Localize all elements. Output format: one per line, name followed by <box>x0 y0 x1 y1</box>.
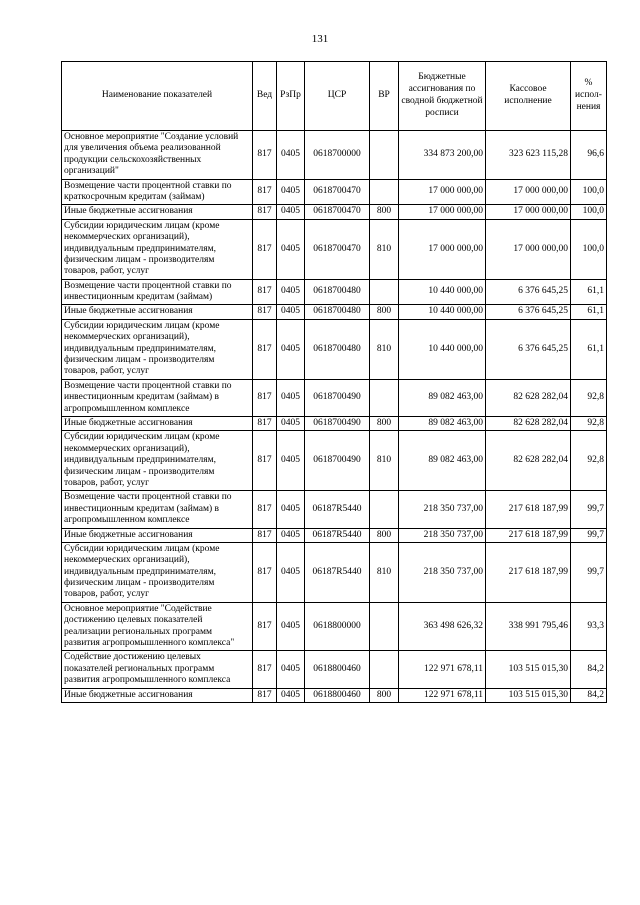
table-row <box>62 688 607 702</box>
pct-cell: 93,3 <box>571 602 607 651</box>
budget-cell: 218 350 737,00 <box>399 491 486 528</box>
budget-cell: 17 000 000,00 <box>399 219 486 279</box>
cash-cell: 17 000 000,00 <box>486 219 571 279</box>
csr-cell: 0618700490 <box>305 431 370 491</box>
row-name-cell: Субсидии юридическим лицам (кроме некоммерческих организаций), индивидуальным предпринимателям, физическим лицам - производителям товаров, работ, услуг <box>62 319 253 379</box>
vr-cell: 810 <box>370 542 399 602</box>
cash-cell: 323 623 115,28 <box>486 131 571 180</box>
rzpr-cell: 0405 <box>277 305 305 319</box>
rzpr-cell: 0405 <box>277 688 305 702</box>
header-vr: ВР <box>370 62 399 131</box>
vr-cell: 800 <box>370 305 399 319</box>
budget-cell: 122 971 678,11 <box>399 688 486 702</box>
table-row <box>62 542 607 602</box>
vr-cell <box>370 602 399 651</box>
csr-cell: 06187R5440 <box>305 542 370 602</box>
vr-cell <box>370 379 399 416</box>
csr-cell: 0618800460 <box>305 688 370 702</box>
csr-cell: 06187R5440 <box>305 491 370 528</box>
csr-cell: 0618700490 <box>305 416 370 430</box>
header-rzpr: РзПр <box>277 62 305 131</box>
cash-cell: 338 991 795,46 <box>486 602 571 651</box>
cash-cell: 17 000 000,00 <box>486 205 571 219</box>
page-number: 131 <box>311 33 329 45</box>
table-row <box>62 491 607 528</box>
row-name-cell: Иные бюджетные ассигнования <box>62 688 253 702</box>
row-name-cell: Содействие достижению целевых показателей региональных программ развития агропромышленного комплекса <box>62 651 253 688</box>
ved-cell: 817 <box>253 305 277 319</box>
vr-cell <box>370 179 399 205</box>
table-row <box>62 319 607 379</box>
table-row <box>62 431 607 491</box>
rzpr-cell: 0405 <box>277 219 305 279</box>
budget-table <box>61 61 607 703</box>
budget-cell: 10 440 000,00 <box>399 305 486 319</box>
csr-cell: 0618700480 <box>305 279 370 305</box>
csr-cell: 0618700490 <box>305 379 370 416</box>
budget-cell: 17 000 000,00 <box>399 179 486 205</box>
pct-cell: 61,1 <box>571 305 607 319</box>
row-name-cell: Иные бюджетные ассигнования <box>62 305 253 319</box>
rzpr-cell: 0405 <box>277 379 305 416</box>
table-row <box>62 379 607 416</box>
csr-cell: 06187R5440 <box>305 528 370 542</box>
pct-cell: 99,7 <box>571 542 607 602</box>
vr-cell: 810 <box>370 431 399 491</box>
vr-cell <box>370 279 399 305</box>
cash-cell: 103 515 015,30 <box>486 651 571 688</box>
cash-cell: 82 628 282,04 <box>486 416 571 430</box>
pct-cell: 100,0 <box>571 205 607 219</box>
ved-cell: 817 <box>253 179 277 205</box>
cash-cell: 82 628 282,04 <box>486 379 571 416</box>
ved-cell: 817 <box>253 602 277 651</box>
budget-cell: 334 873 200,00 <box>399 131 486 180</box>
budget-cell: 218 350 737,00 <box>399 542 486 602</box>
csr-cell: 0618700470 <box>305 219 370 279</box>
ved-cell: 817 <box>253 416 277 430</box>
row-name-cell: Возмещение части процентной ставки по инвестиционным кредитам (займам) в агропромышленном комплексе <box>62 491 253 528</box>
row-name-cell: Возмещение части процентной ставки по инвестиционным кредитам (займам) <box>62 279 253 305</box>
csr-cell: 0618700000 <box>305 131 370 180</box>
pct-cell: 100,0 <box>571 179 607 205</box>
cash-cell: 6 376 645,25 <box>486 279 571 305</box>
pct-cell: 61,1 <box>571 279 607 305</box>
budget-cell: 363 498 626,32 <box>399 602 486 651</box>
vr-cell <box>370 131 399 180</box>
ved-cell: 817 <box>253 219 277 279</box>
csr-cell: 0618700470 <box>305 205 370 219</box>
csr-cell: 0618700480 <box>305 305 370 319</box>
cash-cell: 217 618 187,99 <box>486 528 571 542</box>
table-row <box>62 279 607 305</box>
rzpr-cell: 0405 <box>277 528 305 542</box>
table-row <box>62 219 607 279</box>
pct-cell: 61,1 <box>571 319 607 379</box>
table-row <box>62 528 607 542</box>
row-name-cell: Основное мероприятие "Содействие достижению целевых показателей реализации региональных программ развития агропромышленного комплекса" <box>62 602 253 651</box>
rzpr-cell: 0405 <box>277 416 305 430</box>
cash-cell: 217 618 187,99 <box>486 491 571 528</box>
vr-cell: 810 <box>370 319 399 379</box>
rzpr-cell: 0405 <box>277 131 305 180</box>
row-name-cell: Иные бюджетные ассигнования <box>62 416 253 430</box>
ved-cell: 817 <box>253 431 277 491</box>
rzpr-cell: 0405 <box>277 179 305 205</box>
vr-cell: 800 <box>370 688 399 702</box>
row-name-cell: Иные бюджетные ассигнования <box>62 528 253 542</box>
budget-cell: 10 440 000,00 <box>399 279 486 305</box>
ved-cell: 817 <box>253 319 277 379</box>
ved-cell: 817 <box>253 131 277 180</box>
budget-cell: 10 440 000,00 <box>399 319 486 379</box>
rzpr-cell: 0405 <box>277 651 305 688</box>
table-row <box>62 651 607 688</box>
budget-cell: 89 082 463,00 <box>399 416 486 430</box>
table-row <box>62 205 607 219</box>
vr-cell <box>370 491 399 528</box>
budget-cell: 89 082 463,00 <box>399 379 486 416</box>
cash-cell: 6 376 645,25 <box>486 319 571 379</box>
budget-cell: 17 000 000,00 <box>399 205 486 219</box>
pct-cell: 100,0 <box>571 219 607 279</box>
cash-cell: 6 376 645,25 <box>486 305 571 319</box>
rzpr-cell: 0405 <box>277 431 305 491</box>
csr-cell: 0618800460 <box>305 651 370 688</box>
ved-cell: 817 <box>253 279 277 305</box>
row-name-cell: Возмещение части процентной ставки по инвестиционным кредитам (займам) в агропромышленном комплексе <box>62 379 253 416</box>
row-name-cell: Субсидии юридическим лицам (кроме некоммерческих организаций), индивидуальным предпринимателям, физическим лицам - производителям товаров, работ, услуг <box>62 431 253 491</box>
vr-cell: 800 <box>370 416 399 430</box>
pct-cell: 92,8 <box>571 431 607 491</box>
header-row <box>62 62 607 131</box>
csr-cell: 0618700480 <box>305 319 370 379</box>
row-name-cell: Основное мероприятие "Создание условий для увеличения объема реализованной продукции сельскохозяйственных организаций" <box>62 131 253 180</box>
vr-cell: 810 <box>370 219 399 279</box>
vr-cell: 800 <box>370 528 399 542</box>
rzpr-cell: 0405 <box>277 319 305 379</box>
pct-cell: 84,2 <box>571 651 607 688</box>
ved-cell: 817 <box>253 688 277 702</box>
table-row <box>62 131 607 180</box>
ved-cell: 817 <box>253 528 277 542</box>
rzpr-cell: 0405 <box>277 205 305 219</box>
header-name: Наименование показателей <box>62 62 253 131</box>
header-csr: ЦСР <box>305 62 370 131</box>
ved-cell: 817 <box>253 379 277 416</box>
header-budget: Бюджетные ассигнования по сводной бюджетной росписи <box>399 62 486 131</box>
table-row <box>62 305 607 319</box>
pct-cell: 92,8 <box>571 416 607 430</box>
pct-cell: 99,7 <box>571 491 607 528</box>
cash-cell: 217 618 187,99 <box>486 542 571 602</box>
csr-cell: 0618800000 <box>305 602 370 651</box>
budget-cell: 89 082 463,00 <box>399 431 486 491</box>
pct-cell: 92,8 <box>571 379 607 416</box>
vr-cell: 800 <box>370 205 399 219</box>
pct-cell: 96,6 <box>571 131 607 180</box>
header-ved: Вед <box>253 62 277 131</box>
table-row <box>62 179 607 205</box>
header-cash: Кассовое исполнение <box>486 62 571 131</box>
ved-cell: 817 <box>253 205 277 219</box>
row-name-cell: Субсидии юридическим лицам (кроме некоммерческих организаций), индивидуальным предпринимателям, физическим лицам - производителям товаров, работ, услуг <box>62 542 253 602</box>
rzpr-cell: 0405 <box>277 542 305 602</box>
row-name-cell: Иные бюджетные ассигнования <box>62 205 253 219</box>
csr-cell: 0618700470 <box>305 179 370 205</box>
ved-cell: 817 <box>253 491 277 528</box>
vr-cell <box>370 651 399 688</box>
header-pct: % испол-нения <box>571 62 607 131</box>
ved-cell: 817 <box>253 542 277 602</box>
cash-cell: 103 515 015,30 <box>486 688 571 702</box>
cash-cell: 82 628 282,04 <box>486 431 571 491</box>
ved-cell: 817 <box>253 651 277 688</box>
cash-cell: 17 000 000,00 <box>486 179 571 205</box>
rzpr-cell: 0405 <box>277 279 305 305</box>
row-name-cell: Возмещение части процентной ставки по краткосрочным кредитам (займам) <box>62 179 253 205</box>
table-row <box>62 602 607 651</box>
table-row <box>62 416 607 430</box>
row-name-cell: Субсидии юридическим лицам (кроме некоммерческих организаций), индивидуальным предпринимателям, физическим лицам - производителям товаров, работ, услуг <box>62 219 253 279</box>
pct-cell: 99,7 <box>571 528 607 542</box>
rzpr-cell: 0405 <box>277 602 305 651</box>
pct-cell: 84,2 <box>571 688 607 702</box>
rzpr-cell: 0405 <box>277 491 305 528</box>
budget-cell: 122 971 678,11 <box>399 651 486 688</box>
budget-cell: 218 350 737,00 <box>399 528 486 542</box>
